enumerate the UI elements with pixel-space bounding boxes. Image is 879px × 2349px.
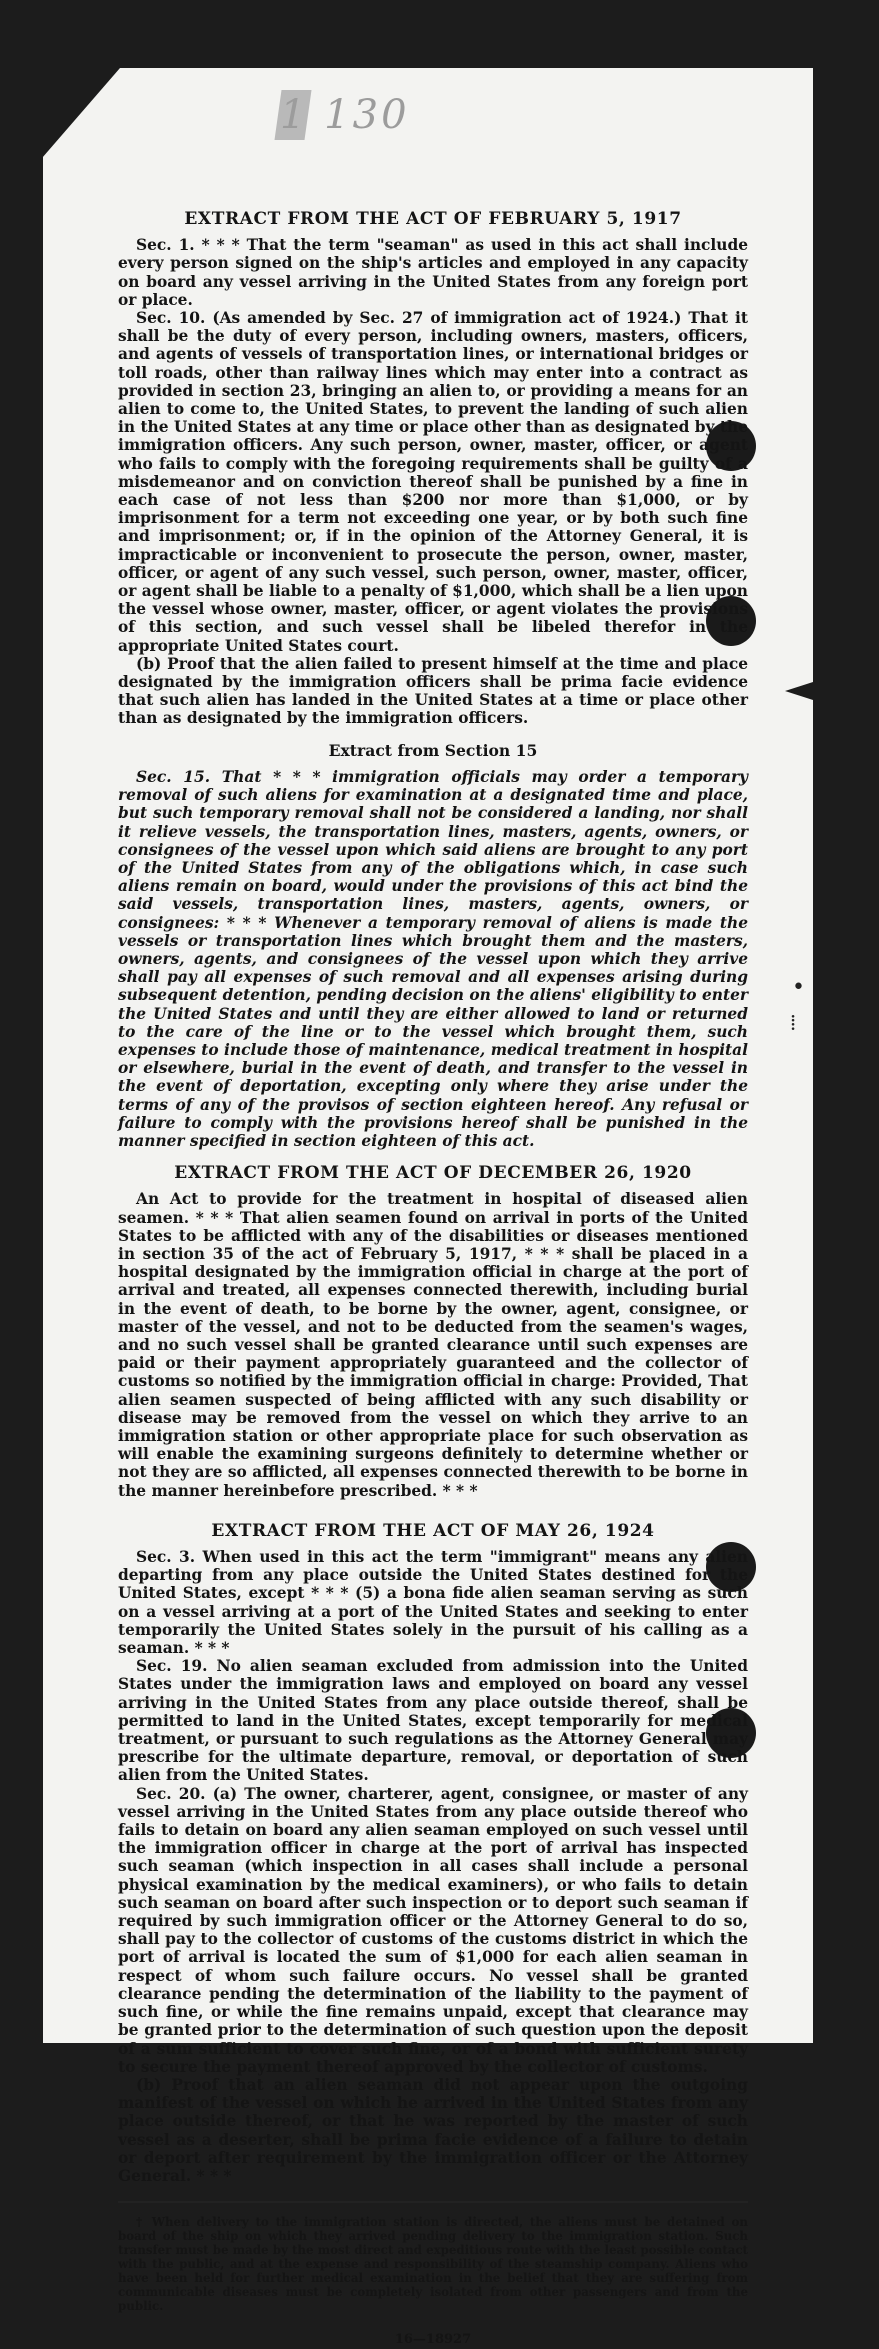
handwritten-note: 1 130 bbox=[280, 92, 410, 138]
divider bbox=[118, 2201, 748, 2203]
paragraph: Sec. 20. (a) The owner, charterer, agent, consignee, or master of any vessel arriving in the United States from any place outside thereof who fails to detain on board any alien seaman employed on such vessel until the immigration officer in charge at the port of arrival has inspected such seaman (which inspection in all cases shall include a personal physical examination by the medical examiners), or who fails to detain such seaman on board after such inspection or to deport such seaman if required by such immigration officer or the Attorney General to do so, shall pay to the collector of customs of the customs district in which the port of arrival is located the sum of $1,000 for each alien seaman in respect of whom such failure occurs. No vessel shall be granted clearance pending the determination of the liability to the payment of such fine, or while the fine remains unpaid, except that clearance may be granted prior to the determination of such question upon the deposit of a sum sufficient to cover such fine, or of a bond with sufficient surety to secure the payment thereof approved by the collector of customs. bbox=[118, 1784, 748, 2076]
heading-act-1917: EXTRACT FROM THE ACT OF FEBRUARY 5, 1917 bbox=[184, 209, 682, 229]
staple-mark-icon: ⁞ bbox=[790, 1011, 797, 1036]
paragraph: Sec. 19. No alien seaman excluded from admission into the United States under the immigration laws and employed on board any vessel arriving in the United States from any place outside thereof, shall be permitted to land in the United States, except temporarily for medical treatment, or pursuant to such regulations as the Attorney General may prescribe for the ultimate departure, removal, or deportation of such alien from the United States. bbox=[118, 1657, 748, 1785]
paragraph: (b) Proof that an alien seaman did not appear upon the outgoing manifest of the vessel on which he arrived in the United States from any place outside thereof, or that he was reported by the master of such vessel as a deserter, shall be prima facie evidence of a failure to detain or deport after requirement by the immigration officer or the Attorney General. * * * bbox=[118, 2075, 748, 2185]
paragraph: An Act to provide for the treatment in hospital of diseased alien seamen. * * * That alien seamen found on arrival in ports of the United States to be afflicted with any of the disabilities or diseases mentioned in section 35 of the act of February 5, 1917, * * * shall be placed in a hospital designated by the immigration official in charge at the port of arrival and treated, all expenses connected therewith, including burial in the event of death, to be borne by the owner, agent, consignee, or master of the vessel, and not to be deducted from the seamen's wages, and no such vessel shall be granted clearance until such expenses are paid or their payment appropriately guaranteed and the collector of customs so notified by the immigration official in charge: Provided, That alien seamen suspected of being afflicted with any such disability or disease may be removed from the vessel on which they arrive to an immigration station or other appropriate place for such observation as will enable the examining surgeons definitely to determine whether or not they are so afflicted, all expenses connected therewith to be borne in the manner hereinbefore prescribed. * * * bbox=[118, 1190, 748, 1500]
paragraph: Sec. 3. When used in this act the term "immigrant" means any alien departing from any place outside the United States destined for the United States, except * * * (5) a bona fide alien seaman serving as such on a vessel arriving at a port of the United States and seeking to enter temporarily the United States solely in the pursuit of his calling as a seaman. * * * bbox=[118, 1548, 748, 1658]
footnote: † When delivery to the immigration station is directed, the aliens must be detained on board of the ship on which they arrived pending delivery to the immigration station. Such transfer must be made by the most direct and expeditious route with the least possible contact with the public, and at the expense and responsibility of the steamship company. Aliens who have been held for further medical examination in the belief that they are suffering from communicable diseases must be completely isolated from other passengers and from the public. bbox=[118, 2215, 748, 2314]
heading-act-1924: EXTRACT FROM THE ACT OF MAY 26, 1924 bbox=[211, 1520, 655, 1541]
paragraph: (b) Proof that the alien failed to present himself at the time and place designated by the immigration officers shall be prima facie evidence that such alien has landed in the United States at a time or place other than as designated by the immigration officers. bbox=[118, 654, 748, 728]
paragraph: Sec. 10. (As amended by Sec. 27 of immigration act of 1924.) That it shall be the duty of every person, including owners, masters, officers, and agents of vessels of transportation lines, or international bridges or toll roads, other than railway lines which may enter into a contract as provided in section 23, bringing an alien to, or providing a means for an alien to come to, the United States, to prevent the landing of such alien in the United States at any time or place other than as designated by the immigration officers. Any such person, owner, master, officer, or agent who fails to comply with the foregoing requirements shall be guilty of a misdemeanor and on conviction thereof shall be punished by a fine in each case of not less than $200 nor more than $1,000, or by imprisonment for a term not exceeding one year, or by both such fine and imprisonment; or, if in the opinion of the Attorney General, it is impracticable or inconvenient to prosecute the person, owner, master, officer, or agent of any such vessel, such person, owner, master, officer, or agent shall be liable to a penalty of $1,000, which shall be a lien upon the vessel whose owner, master, officer, or agent violates the provisions of this section, and such vessel shall be libeled therefor in the appropriate United States court. bbox=[118, 309, 748, 655]
paragraph: Sec. 15. That * * * immigration officials may order a temporary removal of such aliens for examination at a designated time and place, but such temporary removal shall not be considered a landing, nor shall it relieve vessels, the transportation lines, masters, agents, owners, or consignees of the vessel upon which said aliens are brought to any port of the United States from any of the obligations which, in case such aliens remain on board, would under the provisions of this act bind the said vessels, transportation lines, masters, agents, owners, or consignees: * * * Whenever a temporary removal of aliens is made the vessels or transportation lines which brought them and the masters, owners, agents, and consignees of the vessel upon which they arrive shall pay all expenses of such removal and all expenses arising during subsequent detention, pending decision on the aliens' eligibility to enter the United States and until they are either allowed to land or returned to the care of the line or to the vessel which brought them, such expenses to include those of maintenance, medical treatment in hospital or elsewhere, burial in the event of death, and transfer to the vessel in the event of deportation, excepting only where they arise under the terms of any of the provisos of section eighteen hereof. Any refusal or failure to comply with the provisions hereof shall be punished in the manner specified in section eighteen of this act. bbox=[118, 767, 748, 1150]
staple-mark-icon: • bbox=[792, 975, 805, 1000]
form-number: 16—18927 bbox=[394, 2332, 472, 2348]
heading-act-1920: EXTRACT FROM THE ACT OF DECEMBER 26, 1920 bbox=[174, 1163, 692, 1184]
page-notch bbox=[785, 682, 813, 700]
heading-section-15: Extract from Section 15 bbox=[328, 740, 538, 760]
document-body bbox=[118, 200, 748, 2349]
paragraph: Sec. 1. * * * That the term "seaman" as used in this act shall include every person signed on the ship's articles and employed in any capacity on board any vessel arriving in the United States from any foreign port or place. bbox=[118, 236, 748, 309]
